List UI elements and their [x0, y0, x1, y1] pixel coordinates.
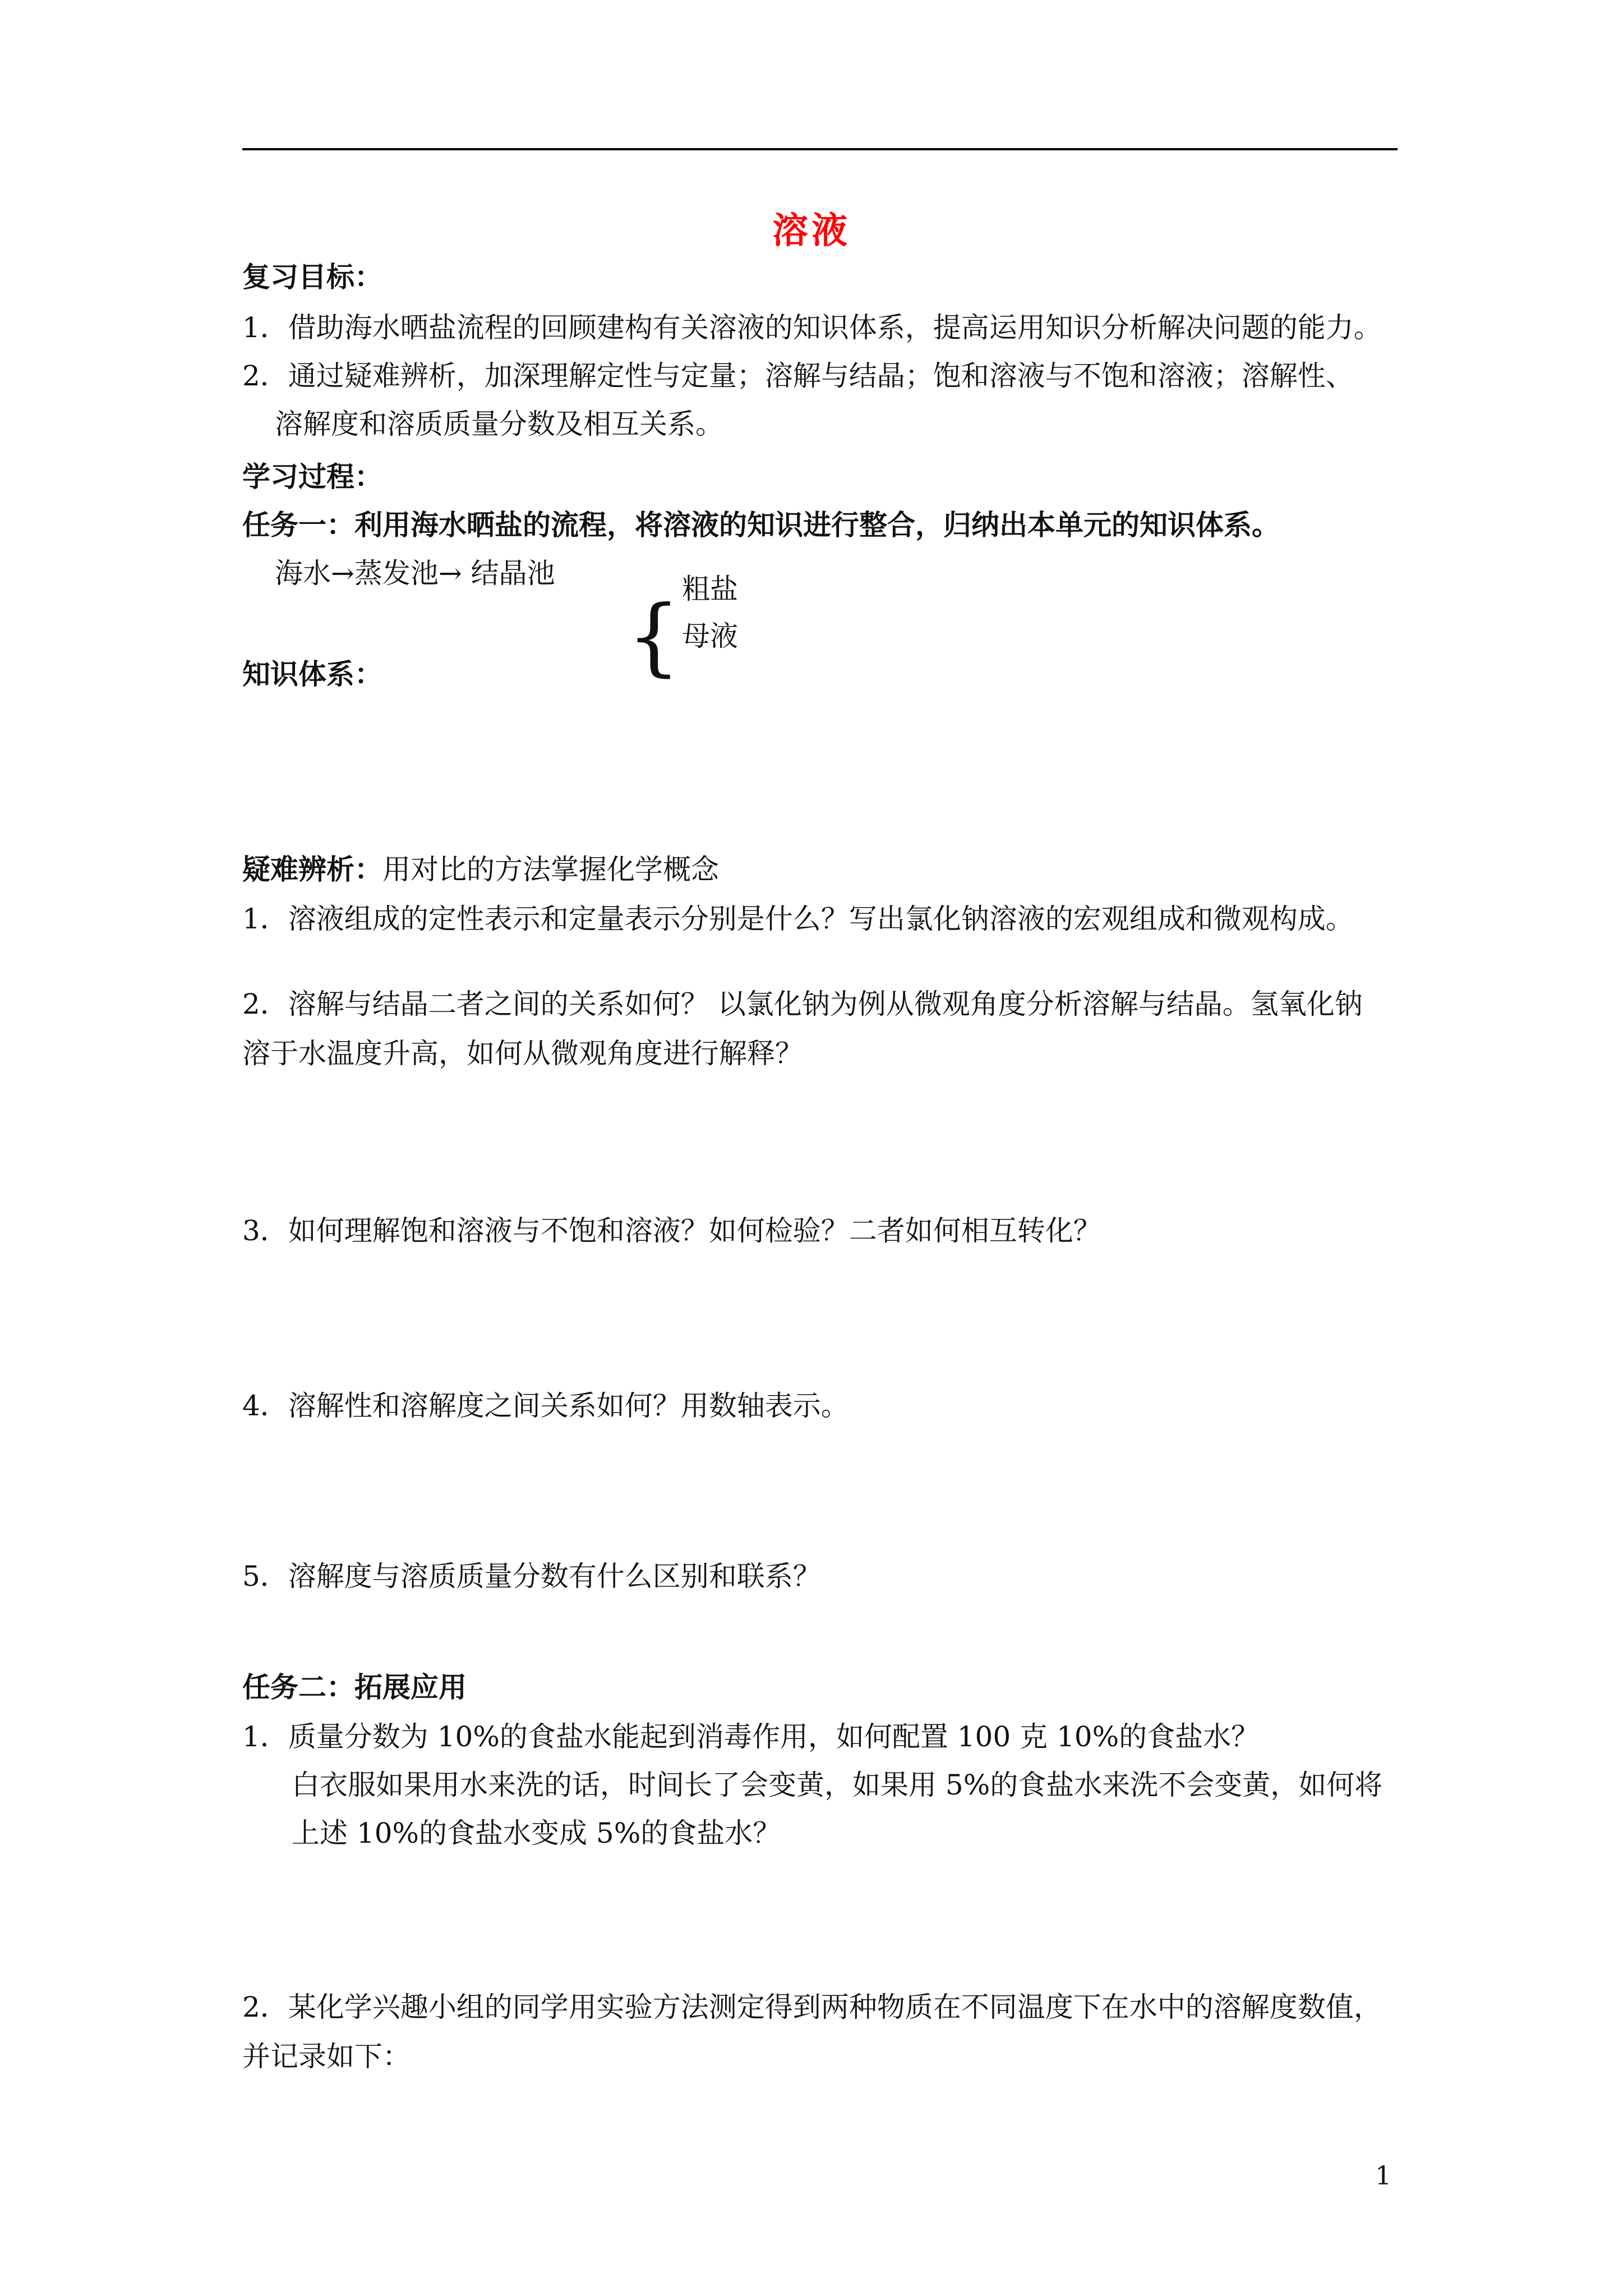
branch-brace: { [627, 588, 681, 685]
header-rule [242, 148, 1398, 150]
application-1-line-1: 1．质量分数为 10%的食盐水能起到消毒作用，如何配置 100 克 10%的食盐水？ [242, 1720, 1260, 1753]
branch-mother-liquor: 母液 [682, 620, 738, 652]
objectives-heading: 复习目标： [242, 260, 382, 293]
task1-heading: 任务一：利用海水晒盐的流程，将溶液的知识进行整合，归纳出本单元的知识体系。 [242, 508, 1280, 541]
question-3: 3．如何理解饱和溶液与不饱和溶液？如何检验？二者如何相互转化？ [242, 1214, 1101, 1247]
analysis-heading: 疑难辨析： [242, 853, 382, 886]
objective-item-2-line-2: 溶解度和溶质质量分数及相互关系。 [275, 408, 723, 440]
question-2-line-2: 溶于水温度升高，如何从微观角度进行解释？ [242, 1037, 803, 1070]
analysis-heading-line [242, 852, 719, 887]
question-4: 4．溶解性和溶解度之间关系如何？用数轴表示。 [242, 1389, 849, 1422]
branch-crude-salt: 粗盐 [682, 573, 738, 605]
application-1-line-3: 上述 10%的食盐水变成 5%的食盐水？ [292, 1817, 781, 1849]
question-1: 1．溶液组成的定性表示和定量表示分别是什么？写出氯化钠溶液的宏观组成和微观构成。 [242, 903, 1354, 935]
analysis-subtitle: 用对比的方法掌握化学概念 [382, 853, 719, 886]
task2-heading: 任务二：拓展应用 [242, 1671, 467, 1704]
application-2-line-2: 并记录如下： [242, 2040, 411, 2073]
application-1-line-2: 白衣服如果用水来洗的话，时间长了会变黄，如果用 5%的食盐水来洗不会变黄，如何将 [292, 1769, 1383, 1801]
question-5: 5．溶解度与溶质质量分数有什么区别和联系？ [242, 1560, 821, 1593]
objective-item-1: 1．借助海水晒盐流程的回顾建构有关溶液的知识体系，提高运用知识分析解决问题的能力。 [242, 311, 1382, 344]
knowledge-system-label: 知识体系： [242, 657, 382, 691]
objective-item-2-line-1: 2．通过疑难辨析，加深理解定性与定量；溶解与结晶；饱和溶液与不饱和溶液；溶解性、 [242, 360, 1354, 392]
page-title: 溶液 [772, 210, 851, 252]
process-heading: 学习过程： [242, 460, 382, 493]
salt-flow: 海水→蒸发池→ 结晶池 [275, 557, 555, 590]
question-2-line-1: 2．溶解与结晶二者之间的关系如何？ 以氯化钠为例从微观角度分析溶解与结晶。氢氧化钠 [242, 988, 1363, 1020]
application-2-line-1: 2．某化学兴趣小组的同学用实验方法测定得到两种物质在不同温度下在水中的溶解度数值， [242, 1991, 1382, 2023]
page-number: 1 [1375, 2160, 1392, 2191]
